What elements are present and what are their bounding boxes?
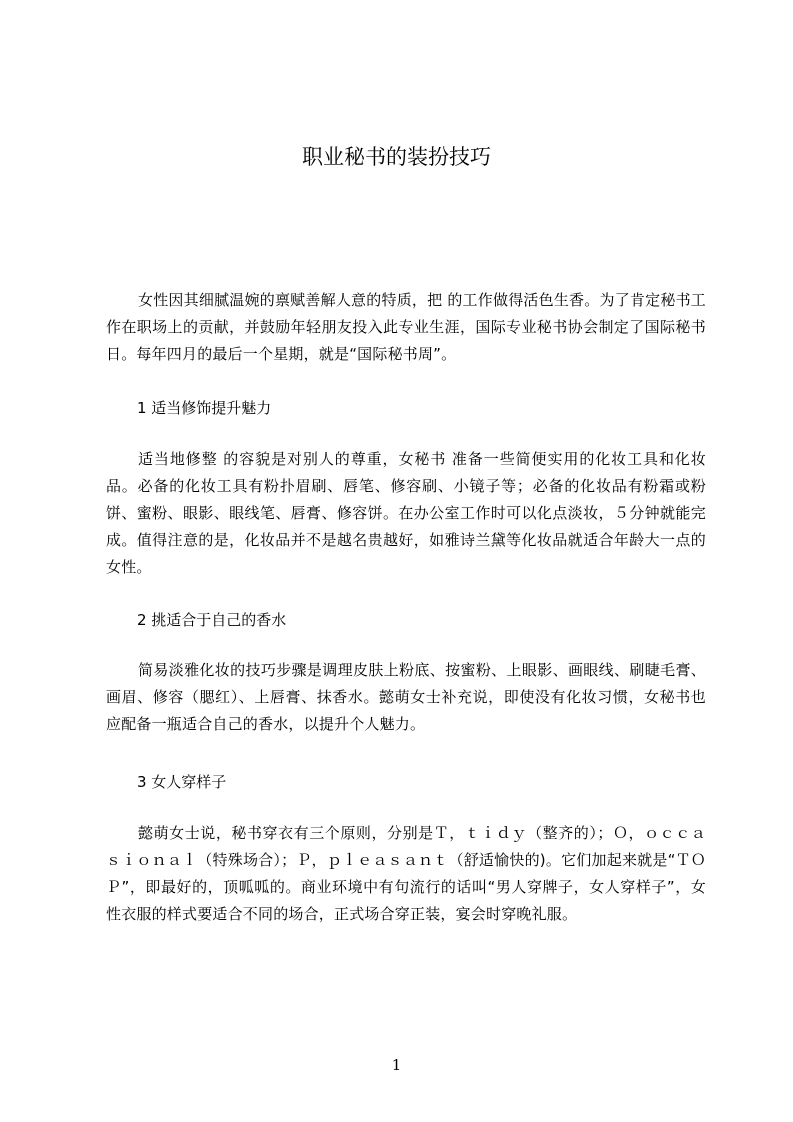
section-3-body: 懿萌女士说，秘书穿衣有三个原则，分别是Ｔ，ｔｉｄｙ（整齐的）；Ｏ，ｏｃｃａｓｉｏｎａｌ（特殊场合）；Ｐ，ｐｌｅａｓａｎｔ（舒适愉快的)。它们加起来就是“ＴＯＰ”，即最好的，顶呱呱的。商业环境中有句流行的话叫“男人穿牌子，女人穿样子”，女性衣服的样式要适合不同的场合，正式场合穿正装，宴会时穿晚礼服。 — [106, 824, 706, 923]
page-number: 1 — [391, 1056, 402, 1074]
section-2-body: 简易淡雅化妆的技巧步骤是调理皮肤上粉底、按蜜粉、上眼影、画眼线、刷睫毛膏、画眉、修容（腮红）、上唇膏、抹香水。懿萌女士补充说，即使没有化妆习惯，女秘书也应配备一瓶适合自己的香水，以提升个人魅力。 — [106, 661, 706, 733]
section-2-heading: 2 挑适合于自己的香水 — [137, 611, 287, 629]
page-title: 职业秘书的装扮技巧 — [302, 145, 491, 169]
section-3-heading: 3 女人穿样子 — [137, 773, 227, 791]
section-1-heading: 1 适当修饰提升魅力 — [137, 399, 272, 417]
intro-paragraph: 女性因其细腻温婉的禀赋善解人意的特质，把 的工作做得活色生香。为了肯定秘书工作在职场上的贡献，并鼓励年轻朋友投入此专业生涯，国际专业秘书协会制定了国际秘书日。每年四月的最后一个星期，就是“国际秘书周”。 — [106, 291, 706, 363]
section-1-body: 适当地修整 的容貌是对别人的尊重，女秘书 准备一些简便实用的化妆工具和化妆品。必备的化妆工具有粉扑眉刷、唇笔、修容刷、小镜子等；必备的化妆品有粉霜或粉饼、蜜粉、眼影、眼线笔、唇膏、修容饼。在办公室工作时可以化点淡妆，５分钟就能完成。值得注意的是，化妆品并不是越名贵越好，如雅诗兰黛等化妆品就适合年龄大一点的女性。 — [106, 450, 706, 576]
